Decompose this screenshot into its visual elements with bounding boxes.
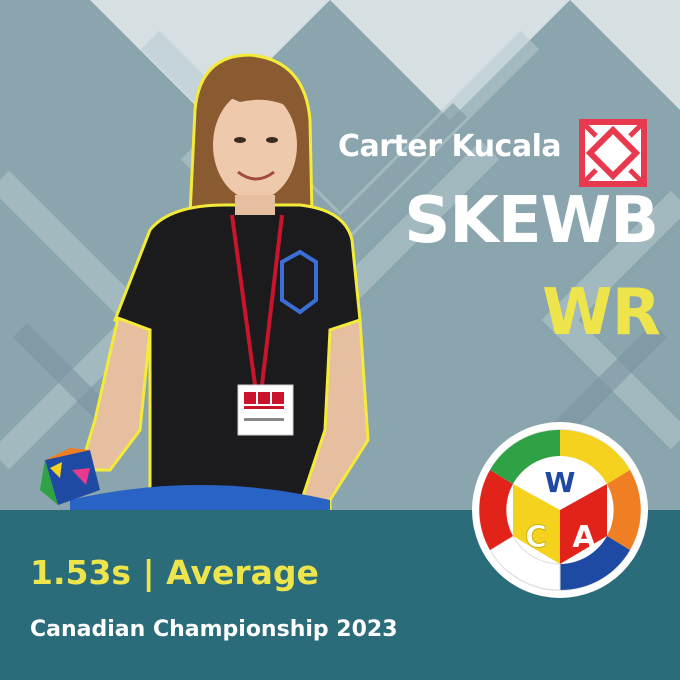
competition-name: Canadian Championship 2023 [30,617,398,642]
event-title: SKEWB [404,184,658,258]
wca-letter-a: A [572,520,596,555]
athlete-name: Carter Kucala [338,128,562,164]
athlete-name-row [338,116,561,176]
record-type: WR [542,276,660,350]
result-time: 1.53s [30,553,132,592]
cube-brand-logo-icon [578,118,648,188]
wca-letter-w: W [544,466,576,499]
result-separator: | [142,553,155,592]
wca-letter-c: C [524,520,548,555]
result-line [30,553,319,592]
result-format: Average [166,553,319,592]
wca-logo-icon [470,420,650,600]
